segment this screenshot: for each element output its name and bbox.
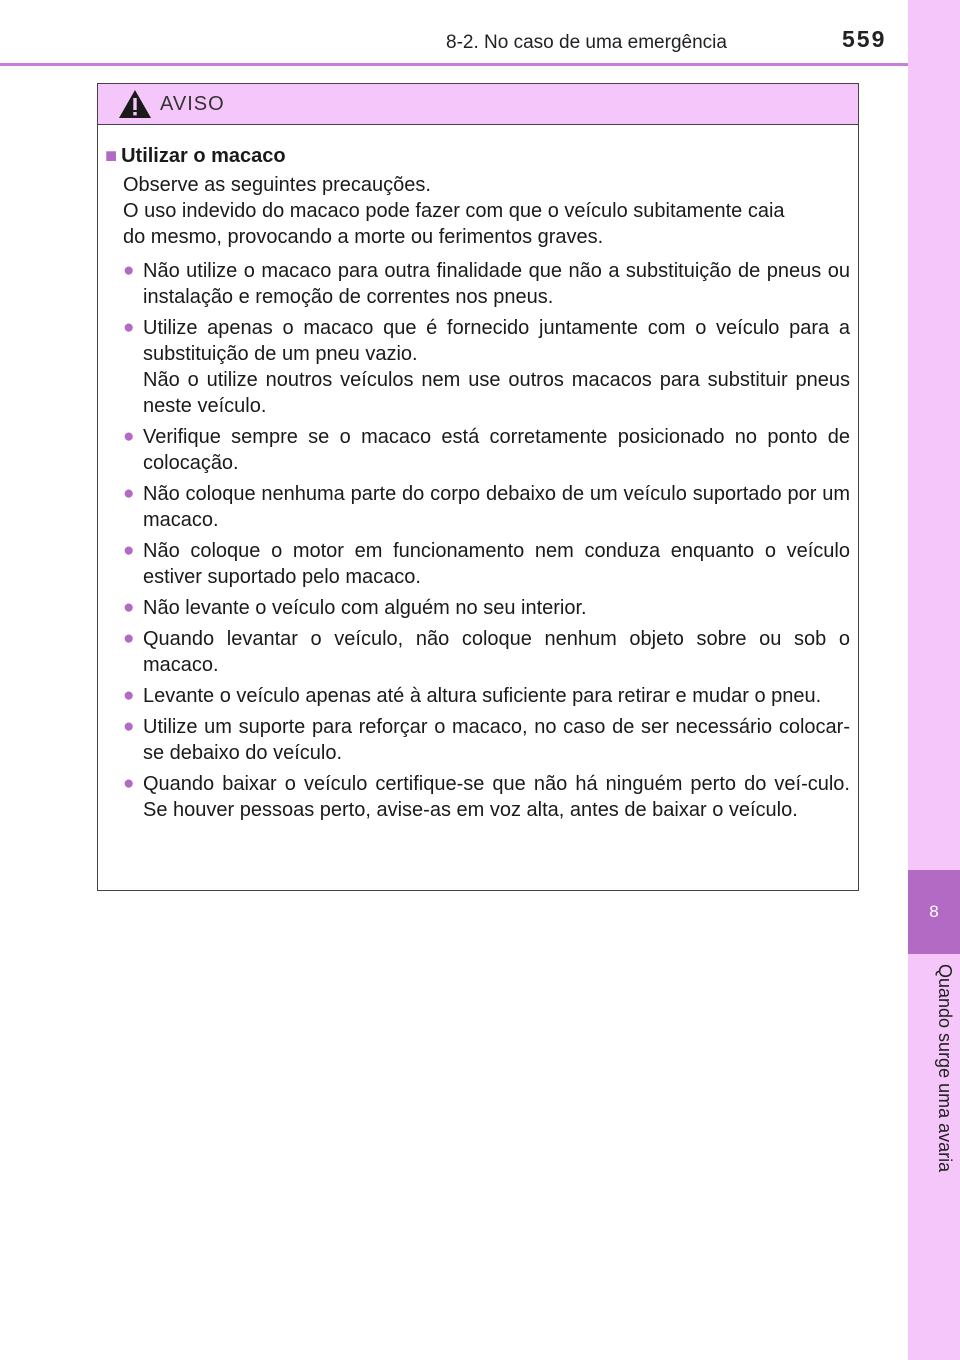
bullet-dot-icon: ● <box>123 540 135 561</box>
intro-line: Observe as seguintes precauções. <box>123 174 431 196</box>
subsection-title <box>105 143 850 169</box>
list-item <box>105 258 850 310</box>
warning-title: AVISO <box>160 92 225 115</box>
chapter-number: 8 <box>929 902 939 921</box>
warning-header <box>98 84 858 125</box>
list-item <box>105 595 850 621</box>
chapter-label: Quando surge uma avaria <box>935 964 955 1173</box>
list-item-text: Não o utilize noutros veículos nem use outros macacos para substituir pneus neste veículo. <box>143 369 850 417</box>
list-item <box>105 424 850 476</box>
list-item-text: Quando levantar o veículo, não coloque nenhum objeto sobre ou sob o macaco. <box>143 628 850 676</box>
list-item <box>105 714 850 766</box>
list-item <box>105 771 850 823</box>
subsection-title-text: Utilizar o macaco <box>121 144 286 167</box>
header-divider <box>0 63 908 66</box>
list-item <box>105 626 850 678</box>
list-item-text: Quando baixar o veículo certifique-se que não há ninguém perto do veí-culo. Se houver pessoas perto, avise-as em voz alta, antes de baixar o veículo. <box>143 773 850 821</box>
bullet-dot-icon: ● <box>123 426 135 447</box>
list-item <box>105 481 850 533</box>
bullet-dot-icon: ● <box>123 716 135 737</box>
section-heading: 8-2. No caso de uma emergência <box>446 32 727 53</box>
intro-line: do mesmo, provocando a morte ou ferimentos graves. <box>123 226 604 248</box>
list-item-text: Levante o veículo apenas até à altura suficiente para retirar e mudar o pneu. <box>143 685 822 707</box>
bullet-dot-icon: ● <box>123 773 135 794</box>
list-item-text: Utilize um suporte para reforçar o macaco, no caso de ser necessário colocar-se debaixo do veículo. <box>143 716 850 764</box>
intro-paragraph <box>123 172 850 250</box>
intro-line: O uso indevido do macaco pode fazer com que o veículo subitamente caia <box>123 200 785 222</box>
list-item <box>105 315 850 419</box>
list-item <box>105 683 850 709</box>
side-tab-background <box>908 0 960 870</box>
list-item-text: Verifique sempre se o macaco está corretamente posicionado no ponto de colocação. <box>143 426 850 474</box>
bullet-dot-icon: ● <box>123 685 135 706</box>
precautions-list <box>105 258 850 823</box>
page-number: 559 <box>842 26 887 52</box>
list-item-text: Não coloque nenhuma parte do corpo debaixo de um veículo suportado por um macaco. <box>143 483 850 531</box>
list-item-text: Utilize apenas o macaco que é fornecido juntamente com o veículo para a substituição de um pneu vazio. <box>143 317 850 365</box>
warning-triangle-icon <box>118 89 152 119</box>
bullet-dot-icon: ● <box>123 317 135 338</box>
list-item <box>105 538 850 590</box>
bullet-dot-icon: ● <box>123 628 135 649</box>
list-item-text: Não levante o veículo com alguém no seu interior. <box>143 597 587 619</box>
warning-body <box>98 125 858 823</box>
list-item-text: Não coloque o motor em funcionamento nem conduza enquanto o veículo estiver suportado pelo macaco. <box>143 540 850 588</box>
chapter-tab <box>908 870 960 954</box>
bullet-dot-icon: ● <box>123 483 135 504</box>
bullet-dot-icon: ● <box>123 260 135 281</box>
bullet-dot-icon: ● <box>123 597 135 618</box>
square-bullet-icon: ■ <box>105 144 118 167</box>
warning-box <box>97 83 859 891</box>
list-item-text: Não utilize o macaco para outra finalidade que não a substituição de pneus ou instalação e remoção de correntes nos pneus. <box>143 260 850 308</box>
